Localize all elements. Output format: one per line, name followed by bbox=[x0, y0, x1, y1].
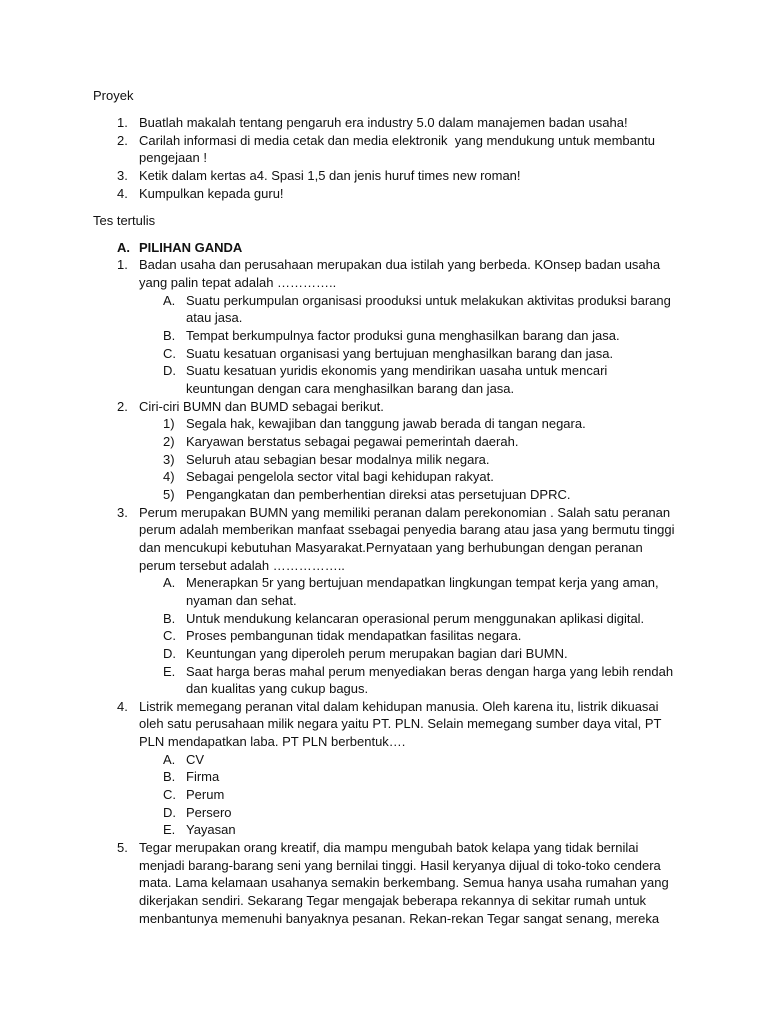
option-text: Firma bbox=[186, 769, 220, 785]
option-a bbox=[0, 751, 768, 769]
question-text-line: dan mencukupi kebutuhan Masyarakat.Pernyataan yang berhubungan dengan peranan bbox=[139, 539, 643, 555]
option-text: Perum bbox=[186, 787, 225, 803]
task-item-1 bbox=[0, 114, 768, 132]
task-text-line: Ketik dalam kertas a4. Spasi 1,5 dan jenis huruf times new roman! bbox=[139, 168, 521, 184]
option-text-line: Suatu kesatuan organisasi yang bertujuan menghasilkan barang dan jasa. bbox=[186, 345, 614, 361]
task-number: 3. bbox=[117, 168, 128, 184]
statement-1 bbox=[0, 415, 768, 433]
question-text-line: menjadi barang-barang seni yang bernilai tinggi. Hasil keryanya dijual di toko-toko cendera bbox=[139, 857, 661, 873]
question-text-line: menbantunya memenuhi banyaknya pesanan. Rekan-rekan Tegar sangat senang, mereka bbox=[139, 910, 660, 926]
task-text-line: Buatlah makalah tentang pengaruh era industry 5.0 dalam manajemen badan usaha! bbox=[139, 115, 628, 131]
option-label: D. bbox=[163, 645, 176, 661]
question-text-line: Ciri-ciri BUMN dan BUMD sebagai berikut. bbox=[139, 398, 384, 414]
proyek-heading: Proyek bbox=[93, 88, 134, 103]
statement-label: 4) bbox=[163, 469, 175, 485]
question-text-line: oleh satu perusahaan milik negara yaitu PT. PLN. Selain memegang sumber daya vital, PT bbox=[139, 716, 662, 732]
option-label: B. bbox=[163, 328, 176, 344]
option-label: D. bbox=[163, 804, 176, 820]
option-label: E. bbox=[163, 663, 176, 679]
option-label: E. bbox=[163, 822, 176, 838]
option-text: Persero bbox=[186, 804, 232, 820]
question-text-line: yang palin tepat adalah ………….. bbox=[139, 275, 337, 291]
question-number: 1. bbox=[117, 257, 128, 273]
question-text-line: Listrik memegang peranan vital dalam kehidupan manusia. Oleh karena itu, listrik dikuasai bbox=[139, 698, 659, 714]
question-1 bbox=[0, 256, 768, 291]
option-text-line: Saat harga beras mahal perum menyediakan beras dengan harga yang lebih rendah bbox=[186, 663, 674, 679]
statement-text: Sebagai pengelola sector vital bagi kehidupan rakyat. bbox=[186, 469, 494, 485]
option-text-line: Untuk mendukung kelancaran operasional perum menggunakan aplikasi digital. bbox=[186, 610, 645, 626]
option-text: CV bbox=[186, 751, 205, 767]
option-text-line: Tempat berkumpulnya factor produksi guna menghasilkan barang dan jasa. bbox=[186, 328, 620, 344]
proyek-task-list bbox=[0, 114, 768, 202]
statement-label: 5) bbox=[163, 486, 175, 502]
statement-2 bbox=[0, 433, 768, 451]
option-c bbox=[0, 786, 768, 804]
task-number: 2. bbox=[117, 132, 128, 148]
option-b bbox=[0, 327, 768, 345]
option-label: A. bbox=[163, 292, 176, 308]
statement-5 bbox=[0, 486, 768, 504]
option-d bbox=[0, 804, 768, 822]
question-3 bbox=[0, 504, 768, 575]
section-pilihan-ganda bbox=[0, 239, 768, 257]
tes-tertulis-heading: Tes tertulis bbox=[93, 212, 156, 228]
task-text-line: Carilah informasi di media cetak dan media elektronik yang mendukung untuk membantu bbox=[139, 132, 655, 148]
option-text-line: Keuntungan yang diperoleh perum merupakan bagian dari BUMN. bbox=[186, 645, 568, 661]
question-text-line: Badan usaha dan perusahaan merupakan dua istilah yang berbeda. KOnsep badan usaha bbox=[139, 257, 661, 273]
question-number: 4. bbox=[117, 698, 128, 714]
question-text-line: mata. Lama kelamaan usahanya semakin berkembang. Semua hanya usaha rumahan yang bbox=[139, 875, 669, 891]
section-title: PILIHAN GANDA bbox=[139, 239, 243, 255]
option-label: B. bbox=[163, 769, 176, 785]
task-number: 4. bbox=[117, 185, 128, 201]
question-number: 5. bbox=[117, 840, 128, 856]
statement-text: Seluruh atau sebagian besar modalnya milik negara. bbox=[186, 451, 490, 467]
statement-label: 2) bbox=[163, 433, 175, 449]
task-text-line: Kumpulkan kepada guru! bbox=[139, 185, 284, 201]
option-b bbox=[0, 768, 768, 786]
section-letter: A. bbox=[117, 239, 130, 255]
option-text-line: keuntungan dengan cara menghasilkan barang dan jasa. bbox=[186, 381, 515, 397]
statement-label: 1) bbox=[163, 416, 175, 432]
question-text-line: perum adalah memberikan manfaat ssebagai penyedia barang atau jasa yang bermutu tinggi bbox=[139, 522, 675, 538]
statement-text: Karyawan berstatus sebagai pegawai pemerintah daerah. bbox=[186, 433, 519, 449]
question-number: 2. bbox=[117, 398, 128, 414]
option-text-line: atau jasa. bbox=[186, 310, 243, 326]
option-label: C. bbox=[163, 345, 176, 361]
question-5 bbox=[0, 839, 768, 927]
option-d bbox=[0, 645, 768, 663]
statement-4 bbox=[0, 468, 768, 486]
option-c bbox=[0, 627, 768, 645]
option-a bbox=[0, 574, 768, 609]
question-text-line: Perum merupakan BUMN yang memiliki peranan dalam perekonomian . Salah satu peranan bbox=[139, 504, 671, 520]
option-text-line: nyaman dan sehat. bbox=[186, 592, 297, 608]
option-e bbox=[0, 663, 768, 698]
statement-text: Segala hak, kewajiban dan tanggung jawab berada di tangan negara. bbox=[186, 416, 586, 432]
question-number: 3. bbox=[117, 504, 128, 520]
task-text-line: pengejaan ! bbox=[139, 150, 207, 166]
option-label: D. bbox=[163, 363, 176, 379]
option-a bbox=[0, 292, 768, 327]
option-text-line: dan kualitas yang cukup bagus. bbox=[186, 681, 369, 697]
question-text-line: perum tersebut adalah …………….. bbox=[139, 557, 345, 573]
option-label: C. bbox=[163, 787, 176, 803]
option-text-line: Proses pembangunan tidak mendapatkan fasilitas negara. bbox=[186, 628, 522, 644]
question-4 bbox=[0, 698, 768, 751]
task-item-4 bbox=[0, 185, 768, 203]
task-item-3 bbox=[0, 167, 768, 185]
question-2 bbox=[0, 398, 768, 416]
option-d bbox=[0, 362, 768, 397]
option-c bbox=[0, 345, 768, 363]
task-number: 1. bbox=[117, 115, 128, 131]
option-text-line: Menerapkan 5r yang bertujuan mendapatkan lingkungan tempat kerja yang aman, bbox=[186, 575, 659, 591]
option-text-line: Suatu kesatuan yuridis ekonomis yang mendirikan uasaha untuk mencari bbox=[186, 363, 608, 379]
statement-3 bbox=[0, 451, 768, 469]
question-text-line: PLN mendapatkan laba. PT PLN berbentuk…. bbox=[139, 734, 406, 750]
option-text: Yayasan bbox=[186, 822, 236, 838]
question-text-line: Tegar merupakan orang kreatif, dia mampu mengubah batok kelapa yang tidak bernilai bbox=[139, 840, 639, 856]
statement-text: Pengangkatan dan pemberhentian direksi atas persetujuan DPRC. bbox=[186, 486, 571, 502]
option-text-line: Suatu perkumpulan organisasi prooduksi untuk melakukan aktivitas produksi barang bbox=[186, 292, 671, 308]
option-label: A. bbox=[163, 751, 176, 767]
question-text-line: dikerjakan sendiri. Sekarang Tegar mengajak beberapa rekannya di sekitar rumah untuk bbox=[139, 893, 647, 909]
statement-label: 3) bbox=[163, 451, 175, 467]
task-item-2 bbox=[0, 132, 768, 167]
option-label: A. bbox=[163, 575, 176, 591]
option-e bbox=[0, 821, 768, 839]
option-b bbox=[0, 610, 768, 628]
option-label: B. bbox=[163, 610, 176, 626]
option-label: C. bbox=[163, 628, 176, 644]
test-question-list bbox=[0, 239, 768, 928]
